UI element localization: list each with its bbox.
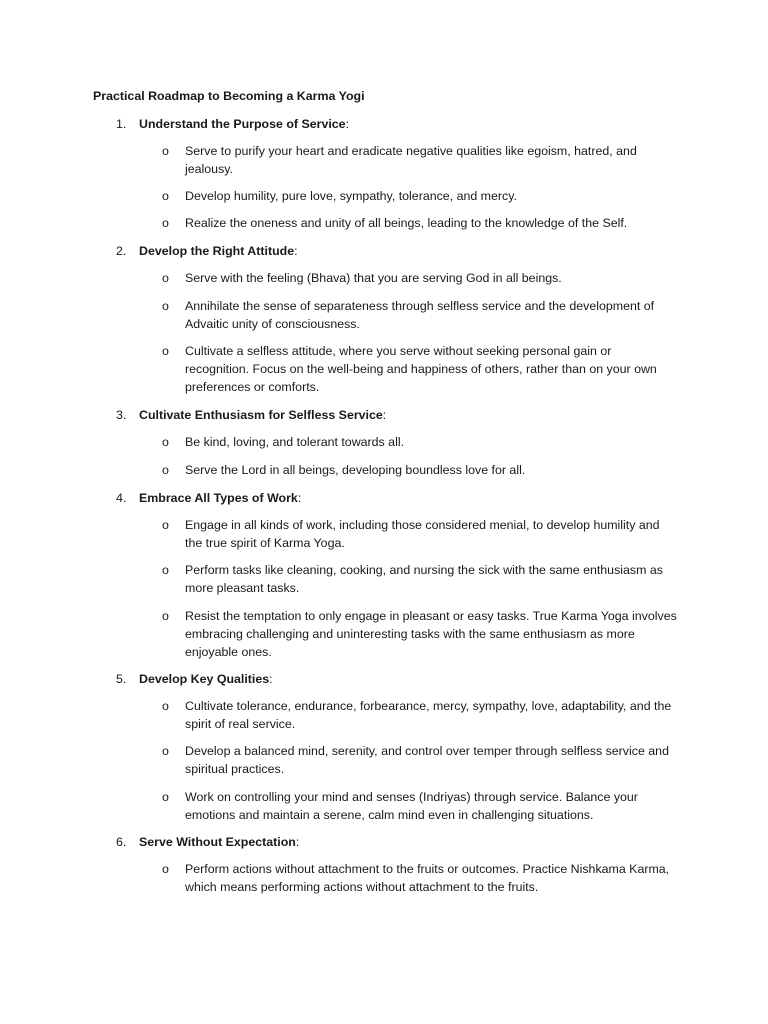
section-title-suffix: : bbox=[295, 835, 300, 849]
bullet-text: Serve with the feeling (Bhava) that you are serving God in all beings. bbox=[185, 271, 562, 285]
section-title-text: Serve Without Expectation bbox=[139, 835, 296, 849]
bullet-text: Perform actions without attachment to the fruits or outcomes. Practice Nishkama Karma, which means performing actions without attachment to the fruits. bbox=[185, 862, 670, 894]
bullet-marker: o bbox=[162, 299, 169, 313]
bullet-marker: o bbox=[162, 271, 169, 285]
bullet-marker: o bbox=[162, 463, 169, 477]
section-title bbox=[139, 670, 273, 688]
section-number: 4. bbox=[116, 491, 127, 505]
bullet-text: Serve the Lord in all beings, developing boundless love for all. bbox=[185, 463, 526, 477]
section-title bbox=[139, 115, 349, 133]
bullet-marker: o bbox=[162, 744, 169, 758]
section-title-text: Embrace All Types of Work bbox=[139, 491, 298, 505]
section-title-text: Understand the Purpose of Service bbox=[139, 117, 346, 131]
section-number: 3. bbox=[116, 408, 127, 422]
bullet-marker: o bbox=[162, 862, 169, 876]
bullet-marker: o bbox=[162, 790, 169, 804]
bullet-marker: o bbox=[162, 344, 169, 358]
section-number: 2. bbox=[116, 244, 127, 258]
section-title bbox=[139, 406, 386, 424]
bullet-text: Cultivate a selfless attitude, where you serve without seeking personal gain or recognition. Focus on the well-being and happiness of others, rather than on your own preferences or comforts. bbox=[185, 344, 657, 394]
section-title-text: Develop the Right Attitude bbox=[139, 244, 295, 258]
section-title bbox=[139, 242, 298, 260]
section-title bbox=[139, 833, 299, 851]
bullet-marker: o bbox=[162, 563, 169, 577]
document-title: Practical Roadmap to Becoming a Karma Yogi bbox=[93, 89, 365, 103]
bullet-marker: o bbox=[162, 189, 169, 203]
section-title-suffix: : bbox=[297, 491, 302, 505]
bullet-marker: o bbox=[162, 699, 169, 713]
section-title-suffix: : bbox=[269, 672, 273, 686]
section-number: 5. bbox=[116, 672, 127, 686]
bullet-marker: o bbox=[162, 144, 169, 158]
bullet-marker: o bbox=[162, 216, 169, 230]
bullet-text: Serve to purify your heart and eradicate negative qualities like egoism, hatred, and jealousy. bbox=[185, 144, 637, 176]
bullet-text: Realize the oneness and unity of all beings, leading to the knowledge of the Self. bbox=[185, 216, 628, 230]
bullet-text: Perform tasks like cleaning, cooking, and nursing the sick with the same enthusiasm as more pleasant tasks. bbox=[185, 563, 663, 595]
bullet-text: Be kind, loving, and tolerant towards all. bbox=[185, 435, 405, 449]
bullet-marker: o bbox=[162, 609, 169, 623]
bullet-text: Develop a balanced mind, serenity, and control over temper through selfless service and spiritual practices. bbox=[185, 744, 669, 776]
section-title-suffix: : bbox=[345, 117, 350, 131]
bullet-text: Develop humility, pure love, sympathy, tolerance, and mercy. bbox=[185, 189, 517, 203]
section-number: 1. bbox=[116, 117, 127, 131]
section-number: 6. bbox=[116, 835, 127, 849]
bullet-marker: o bbox=[162, 518, 169, 532]
bullet-text: Work on controlling your mind and senses (Indriyas) through service. Balance your emotions and maintain a serene, calm mind even in challenging situations. bbox=[185, 790, 638, 822]
bullet-text: Engage in all kinds of work, including those considered menial, to develop humility and the true spirit of Karma Yoga. bbox=[185, 518, 660, 550]
section-title-suffix: : bbox=[294, 244, 298, 258]
section-title bbox=[139, 489, 301, 507]
bullet-text: Annihilate the sense of separateness through selfless service and the development of Advaitic unity of consciousness. bbox=[185, 299, 655, 331]
bullet-text: Cultivate tolerance, endurance, forbearance, mercy, sympathy, love, adaptability, and the spirit of real service. bbox=[185, 699, 672, 731]
section-title-text: Develop Key Qualities bbox=[139, 672, 270, 686]
bullet-marker: o bbox=[162, 435, 169, 449]
section-title-suffix: : bbox=[382, 408, 387, 422]
section-title-text: Cultivate Enthusiasm for Selfless Service bbox=[139, 408, 383, 422]
bullet-text: Resist the temptation to only engage in pleasant or easy tasks. True Karma Yoga involves embracing challenging and uninteresting tasks with the same enthusiasm as more enjoyable ones. bbox=[185, 609, 677, 659]
